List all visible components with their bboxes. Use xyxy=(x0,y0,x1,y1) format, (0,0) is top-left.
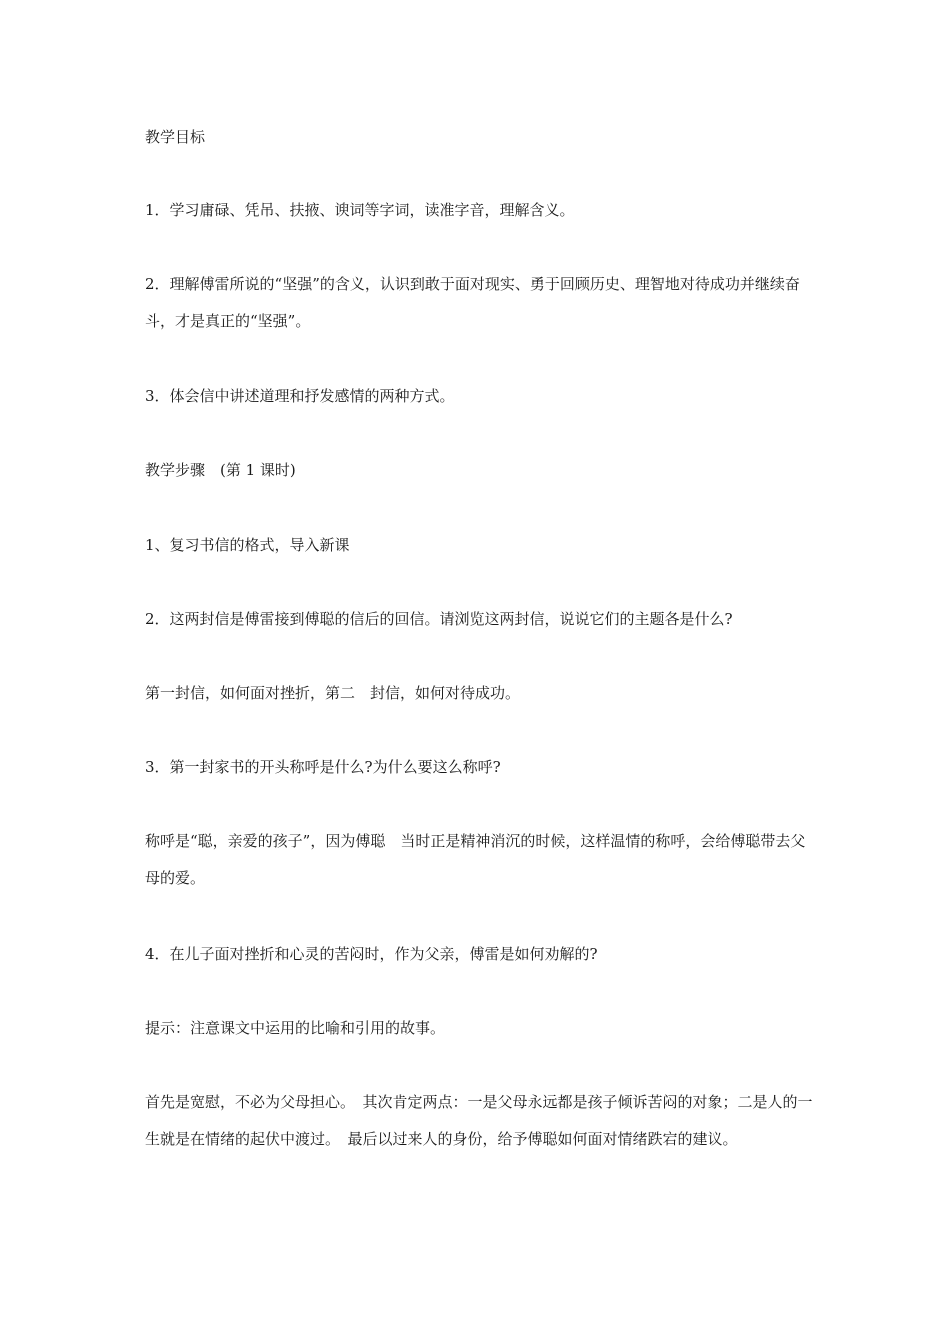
goal-item-1: 1．学习庸碌、凭吊、扶掖、谀词等字词，读准字音，理解含义。 xyxy=(145,201,575,219)
step-answer-3: 称呼是“聪，亲爱的孩子”，因为傅聪 当时正是精神消沉的时候，这样温情的称呼，会给傅聪带去父母的爱。 xyxy=(145,832,806,887)
goal-item-2: 2．理解傅雷所说的“坚强”的含义，认识到敢于面对现实、勇于回顾历史、理智地对待成功并继续奋斗，才是真正的“坚强”。 xyxy=(145,275,800,330)
step-item-4: 4．在儿子面对挫折和心灵的苦闷时，作为父亲，傅雷是如何劝解的? xyxy=(145,945,598,963)
step-item-1: 1、复习书信的格式，导入新课 xyxy=(145,536,350,554)
heading-teaching-steps: 教学步骤 (第 1 课时) xyxy=(145,461,296,479)
step-item-2: 2．这两封信是傅雷接到傅聪的信后的回信。请浏览这两封信，说说它们的主题各是什么? xyxy=(145,610,733,628)
heading-teaching-goals: 教学目标 xyxy=(145,128,206,146)
step-hint-4: 提示：注意课文中运用的比喻和引用的故事。 xyxy=(145,1019,446,1037)
step-item-3: 3．第一封家书的开头称呼是什么?为什么要这么称呼? xyxy=(145,758,501,776)
step-answer-2: 第一封信，如何面对挫折，第二 封信，如何对待成功。 xyxy=(145,684,521,702)
step-answer-4: 首先是宽慰，不必为父母担心。 其次肯定两点：一是父母永远都是孩子倾诉苦闷的对象；二是人的一生就是在情绪的起伏中渡过。 最后以过来人的身份，给予傅聪如何面对情绪跌宕的建议。 xyxy=(145,1093,813,1148)
goal-item-3: 3．体会信中讲述道理和抒发感情的两种方式。 xyxy=(145,387,455,405)
